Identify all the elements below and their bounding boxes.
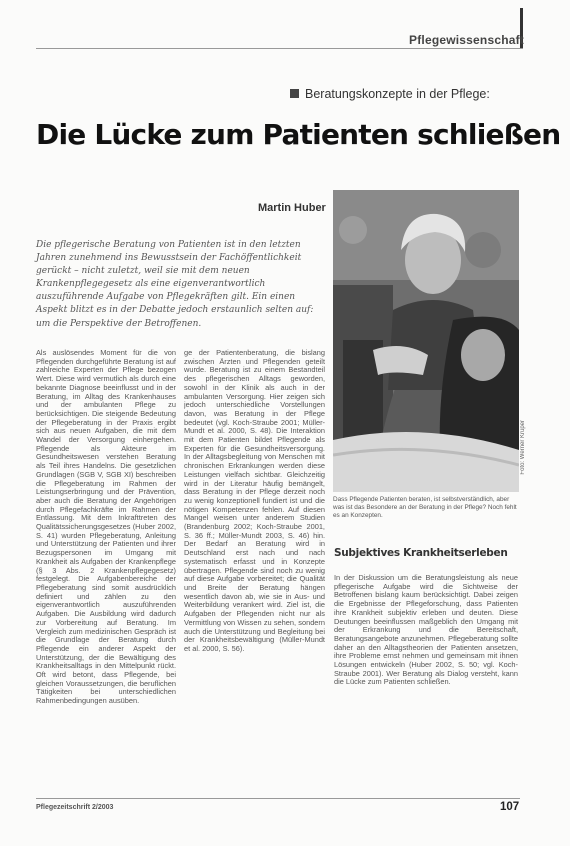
- author-byline: Martin Huber: [258, 202, 326, 214]
- subheading: Subjektives Krankheitserleben: [334, 547, 508, 559]
- section-label: Pflegewissenschaft: [409, 33, 524, 47]
- header-rule: [36, 48, 523, 49]
- page-number: 107: [500, 801, 520, 813]
- body-column-1: [36, 349, 176, 790]
- body-text: Als auslösendes Moment für die von Pflegenden durchgeführte Beratung ist auf zahlreiche Experten der Pflege bezogen Wert. Diese wird vermutlich als durch eine bekannte Diagnose beeinflusst und in der Beratung, im Alltag des Krankenhauses und der ambulanten Pflege zu berücksichtigen. Die steigende Bedeutung der Pflegeberatung in der Praxis ergibt sich aus neuen Aufgaben, die mit dem Wandel der Versorgung einhergehen. Pflegende als Akteure im Gesundheitswesen verstehen Beratung als Teil ihres Handelns. Die gesetzlichen Grundlagen (SGB V, SGB XI) beschreiben die Pflegeberatung im Rahmen der Leistungserbringung und der Prävention, aber auch die Beratung der Angehörigen durch Pflegefachkräfte im Rahmen der Entlassung. Mit dem Inkrafttreten des Qualitätssicherungsgesetzes (Huber 2002, S. 41) wurden Pflegeberatung, Anleitung und Unterstützung der Patienten und ihrer Bezugspersonen im Umgang mit Krankheit als Aufgaben der Krankenpflege (§ 3 Abs. 2 Krankenpflegegesetz) festgelegt. Die Aufgabenbereiche der Pflegeberatung sind somit ausdrücklich definiert und zählen zu den eigenverantwortlich auszuführenden Aufgaben. Die Ausbildung wird dadurch zur Vorbereitung auf Beratung. Im Vergleich zum medizinischen Gespräch ist die Grundlage der Beratung durch Pflegende ein anderer Aspekt der Unterstützung, der die Bewältigung des Krankheitsalltags in den Mittelpunkt rückt. Oft wird betont, dass Pflegende, bei gleichen Voraussetzungen, die beruflichen Tätigkeiten bei unterschiedlichen Rahmenbedingungen ausüben.: [36, 349, 176, 706]
- bullet-square-icon: [290, 89, 299, 98]
- article-photo: [333, 190, 519, 492]
- body-text: ge der Patientenberatung, die bislang zwischen Ärzten und Pflegenden geteilt wurde. Beratung ist zu einem Bestandteil des pflegerischen Alltags geworden, sowohl in der Klinik als auch in der ambulanten Versorgung. Hier zeigen sich jedoch unterschiedliche Vorstellungen davon, was Beratung in der Pflege bedeutet (vgl. Koch-Straube 2001; Müller-Mundt et al. 2000, S. 48). Die Interaktion mit dem Patienten bildet Pflegende als Experten für die Gesundheitsversorgung. In der Alltagsbegleitung von Menschen mit chronischen Erkrankungen werden diese Leistungen vielfach sichtbar. Gleichzeitig wird in der Literatur häufig bemängelt, dass Beratung in der Pflege derzeit noch zu wenig konzeptionell fundiert ist und die nötigen Kompetenzen fehlen. Auf diesen Mangel weisen unter anderem Studien (Brandenburg 2002; Koch-Straube 2001, S. 36 ff.; Müller-Mundt 2003, S. 46) hin. Der Bedarf an Beratung wird in Deutschland erst nach und nach systematisch erfasst und in Konzepte übertragen. Pflegende sind noch zu wenig auf diese Aufgabe vorbereitet; die Qualität und Breite der Beratung hängen wesentlich davon ab, wie sie in Aus- und Weiterbildung verankert wird. Ziel ist, die Aufgaben der Pflegenden nicht nur als Vermittlung von Wissen zu sehen, sondern auch die Unterstützung und Begleitung bei der Krankheitsbewältigung (Müller-Mundt et al. 2000, S. 56).: [184, 349, 325, 653]
- body-column-3: [334, 574, 518, 790]
- lead-paragraph: Die pflegerische Beratung von Patienten ist in den letzten Jahren zunehmend ins Bewusstsein der Fachöffentlichkeit gerückt – nicht zuletzt, weil sie mit dem neuen Krankenpflegegesetz als eine eigenverantwortlich auszuführende Aufgabe von Pflegekräften gilt. Ein einen Aspekt blitzt es in der Debatte jedoch erstaunlich selten auf: um die Perspektive der Betroffenen.: [36, 240, 314, 329]
- footer-journal: Pflegezeitschrift 2/2003: [36, 804, 114, 811]
- photo-credit: Foto: Werner Krüper: [520, 420, 526, 475]
- headline: Die Lücke zum Patienten schließen: [36, 118, 561, 151]
- kicker: [290, 87, 490, 101]
- photo-illustration: [333, 190, 519, 492]
- body-text: In der Diskussion um die Beratungsleistung als neue pflegerische Aufgabe wird die Sichtweise der Betroffenen bislang kaum berücksichtigt. Dabei zeigen die Ergebnisse der Pflegeforschung, dass Patienten ihre Krankheit subjektiv erleben und deuten. Diese Deutungen beeinflussen maßgeblich den Umgang mit der Erkrankung und die Bereitschaft, Beratungsangebote anzunehmen. Pflegeberatung sollte daher an den Alltagstheorien der Patienten ansetzen, ihre Probleme ernst nehmen und gemeinsam mit ihnen Lösungen entwickeln (Huber 2002, S. 50; vgl. Koch-Straube 2001). Wer Beratung als Dialog versteht, kann die Lücke zum Patienten schließen.: [334, 574, 518, 687]
- kicker-text: Beratungskonzepte in der Pflege:: [305, 87, 490, 101]
- photo-caption: Dass Pflegende Patienten beraten, ist selbstverständlich, aber was ist das Besondere an der Beratung in der Pflege? Noch fehlt es an Konzepten.: [333, 496, 517, 520]
- body-column-2: [184, 349, 325, 790]
- footer-rule: [36, 798, 520, 799]
